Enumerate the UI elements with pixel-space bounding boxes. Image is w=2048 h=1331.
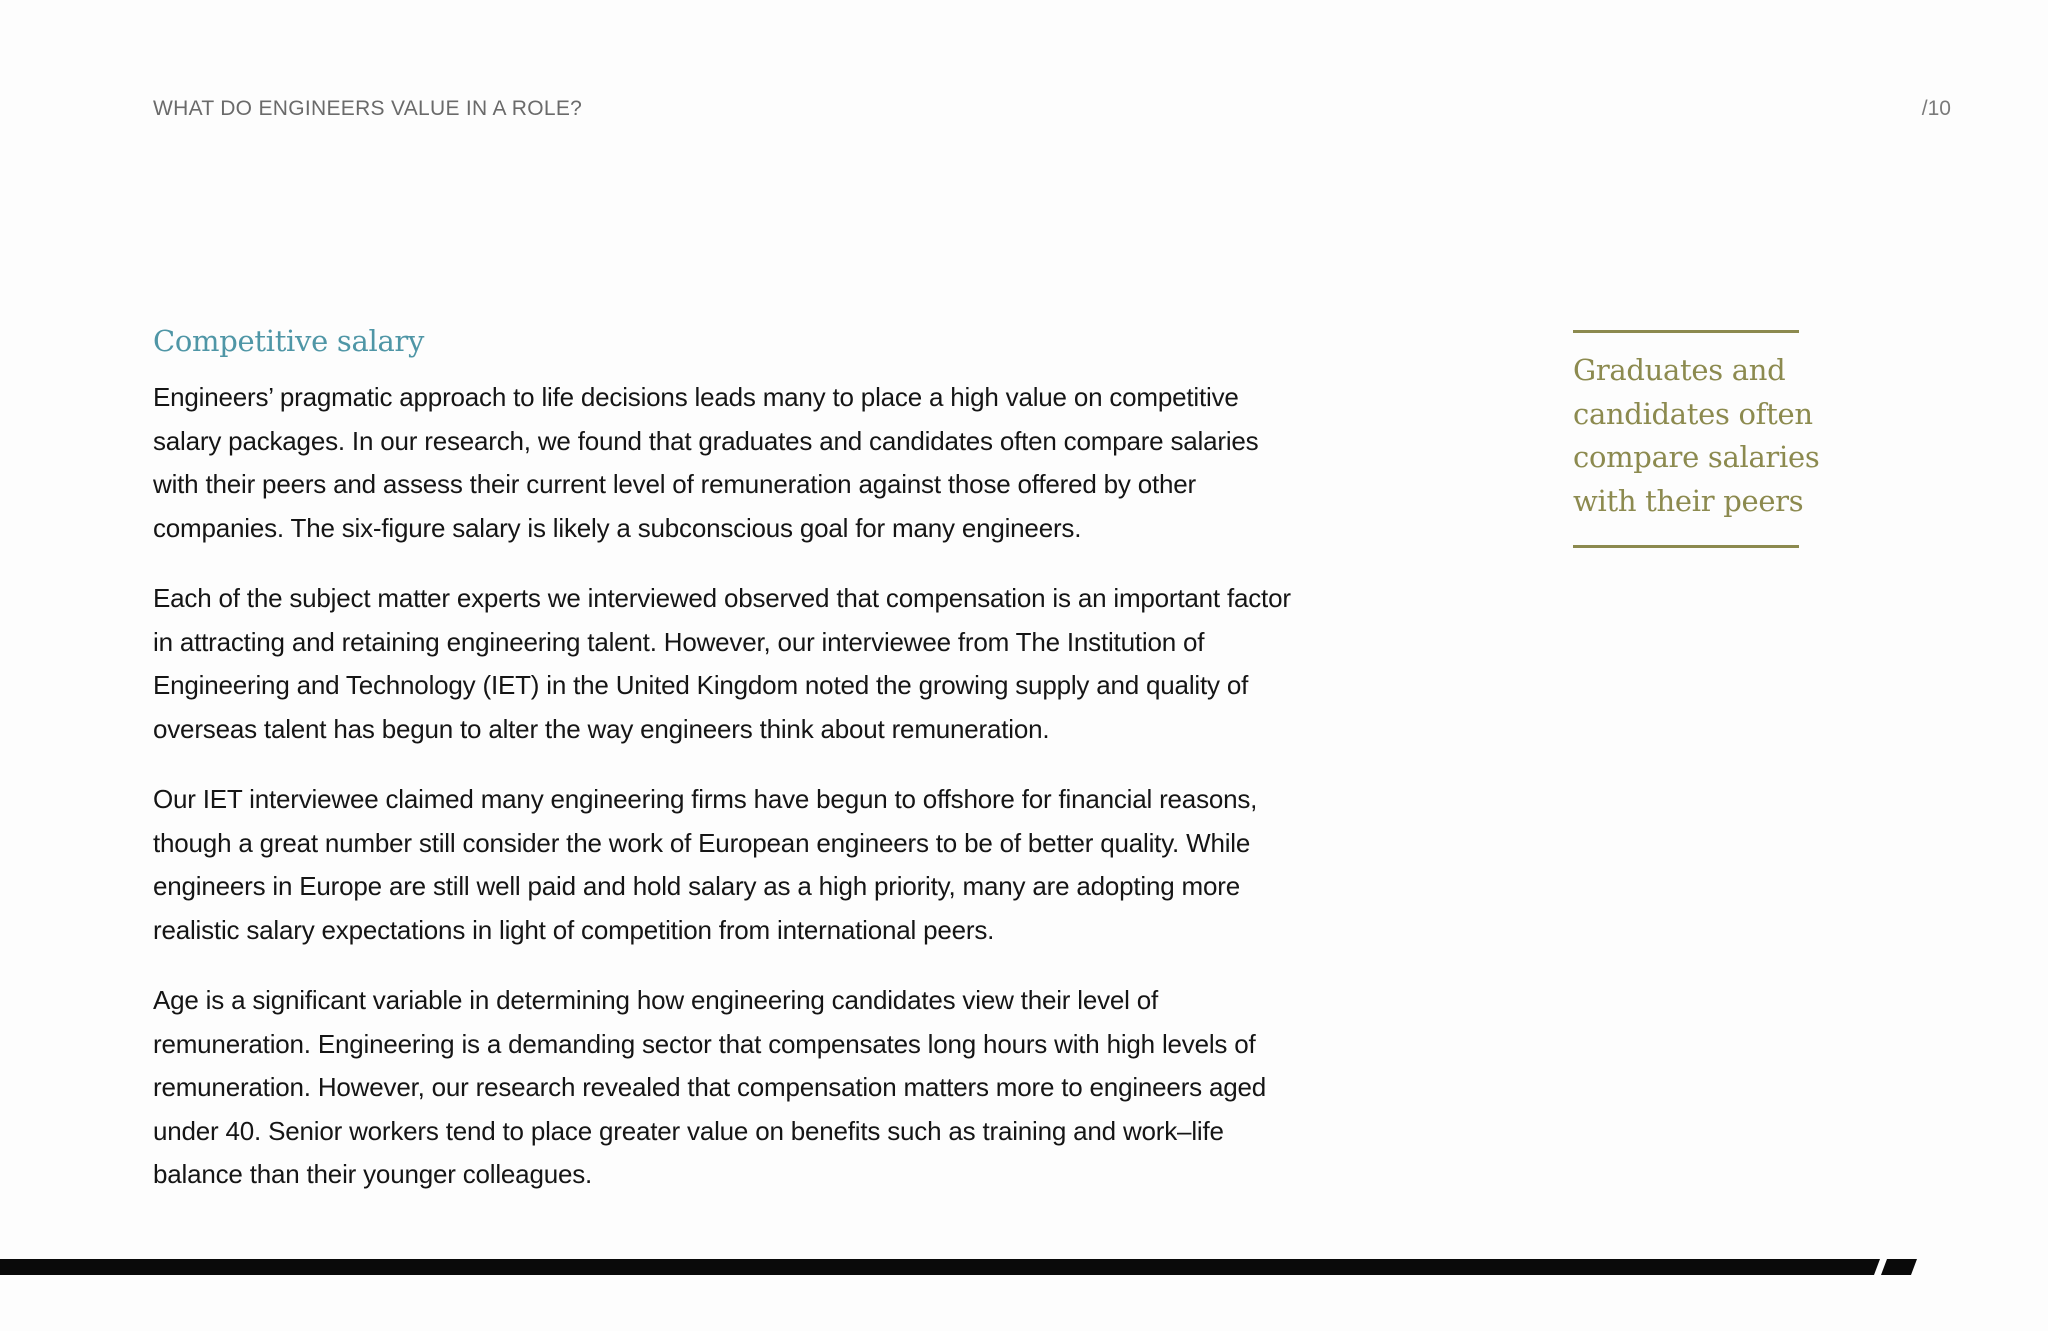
paragraph-1: Engineers’ pragmatic approach to life decisions leads many to place a high value on competitive salary packages. In our research, we found that graduates and candidates often compare salaries with their peers and assess their current level of remuneration against those offered by other companies. The six-figure salary is likely a subconscious goal for many engineers.: [153, 382, 1259, 543]
page-number: /10: [1921, 97, 1951, 120]
footer-bar: [0, 1259, 1850, 1275]
footer-stripe-2: [1881, 1259, 1917, 1275]
paragraph-3: Our IET interviewee claimed many engineering firms have begun to offshore for financial reasons, though a great number still consider the work of European engineers to be of better quality. While engineers in Europe are still well paid and hold salary as a high priority, many are adopting more realistic salary expectations in light of competition from international peers.: [153, 784, 1258, 945]
pull-quote-text: Graduates and candidates often compare salaries with their peers: [1573, 353, 1820, 518]
pull-quote-top-rule: [1573, 330, 1799, 333]
running-header: WHAT DO ENGINEERS VALUE IN A ROLE?: [153, 97, 583, 120]
article-body: [153, 324, 1293, 1224]
pull-quote: [1573, 330, 1873, 548]
paragraph-2: Each of the subject matter experts we interviewed observed that compensation is an important factor in attracting and retaining engineering talent. However, our interviewee from The Institution of Engineering and Technology (IET) in the United Kingdom noted the growing supply and quality of overseas talent has begun to alter the way engineers think about remuneration.: [153, 583, 1291, 744]
footer-stripes-decoration: [1840, 1259, 1950, 1275]
footer-stripe-1: [1844, 1259, 1880, 1275]
paragraph-4: Age is a significant variable in determining how engineering candidates view their level of remuneration. Engineering is a demanding sector that compensates long hours with high levels of remuneration. However, our research revealed that compensation matters more to engineers aged under 40. Senior workers tend to place greater value on benefits such as training and work–life balance than their younger colleagues.: [153, 985, 1267, 1189]
section-heading: Competitive salary: [153, 324, 425, 358]
pull-quote-bottom-rule: [1573, 545, 1799, 548]
